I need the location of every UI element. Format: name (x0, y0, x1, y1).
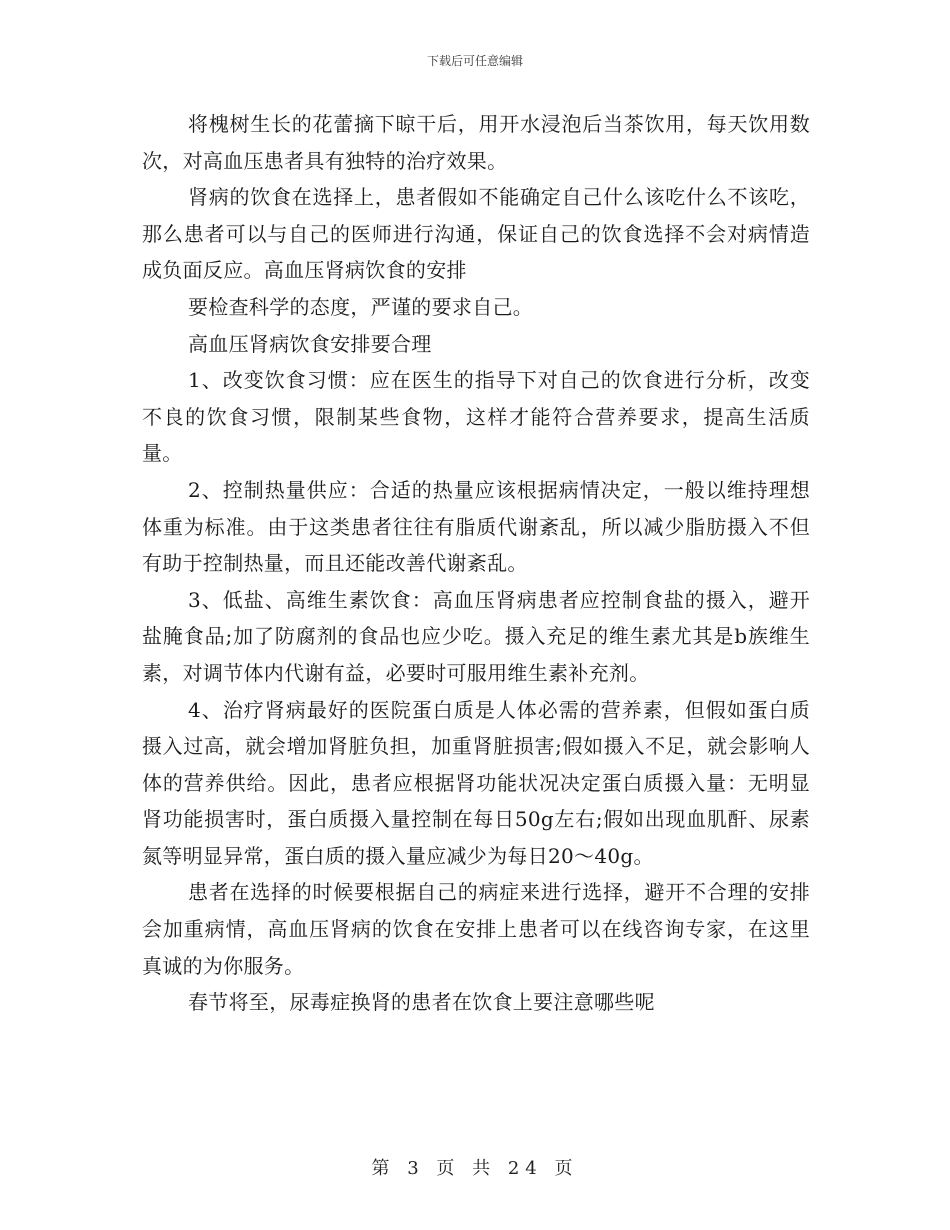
paragraph-2: 肾病的饮食在选择上，患者假如不能确定自己什么该吃什么不该吃，那么患者可以与自己的医师进行沟通，保证自己的饮食选择不会对病情造成负面反应。高血压肾病饮食的安排 (142, 185, 810, 283)
paragraph-6: 2、控制热量供应：合适的热量应该根据病情决定，一般以维持理想体重为标准。由于这类患者往往有脂质代谢紊乱，所以减少脂肪摄入不但有助于控制热量，而且还能改善代谢紊乱。 (142, 477, 810, 576)
paragraph-5: 1、改变饮食习惯：应在医生的指导下对自己的饮食进行分析，改变不良的饮食习惯，限制某些食物，这样才能符合营养要求，提高生活质量。 (142, 368, 810, 466)
document-body (142, 106, 810, 1021)
page-header: 下载后可任意编辑 (426, 54, 523, 68)
paragraph-8: 4、治疗肾病最好的医院蛋白质是人体必需的营养素，但假如蛋白质摄入过高，就会增加肾脏负担，加重肾脏损害;假如摄入不足，就会影响人体的营养供给。因此，患者应根据肾功能状况决定蛋白质摄入量：无明显肾功能损害时，蛋白质摄入量控制在每日50g左右;假如出现血肌酐、尿素氮等明显异常，蛋白质的摄入量应减少为每日20～40g。 (142, 697, 810, 868)
paragraph-1: 将槐树生长的花蕾摘下晾干后，用开水浸泡后当茶饮用，每天饮用数次，对高血压患者具有独特的治疗效果。 (142, 112, 810, 173)
page-number-footer: 第 3 页 共 24 页 (371, 1158, 579, 1179)
paragraph-9: 患者在选择的时候要根据自己的病症来进行选择，避开不合理的安排会加重病情，高血压肾病的饮食在安排上患者可以在线咨询专家，在这里真诚的为你服务。 (142, 880, 810, 978)
paragraph-4: 高血压肾病饮食安排要合理 (188, 331, 432, 356)
paragraph-10: 春节将至，尿毒症换肾的患者在饮食上要注意哪些呢 (188, 990, 655, 1015)
paragraph-7: 3、低盐、高维生素饮食：高血压肾病患者应控制食盐的摄入，避开盐腌食品;加了防腐剂的食品也应少吃。摄入充足的维生素尤其是b族维生素，对调节体内代谢有益，必要时可服用维生素补充剂。 (142, 587, 810, 685)
paragraph-3: 要检查科学的态度，严谨的要求自己。 (188, 294, 534, 319)
